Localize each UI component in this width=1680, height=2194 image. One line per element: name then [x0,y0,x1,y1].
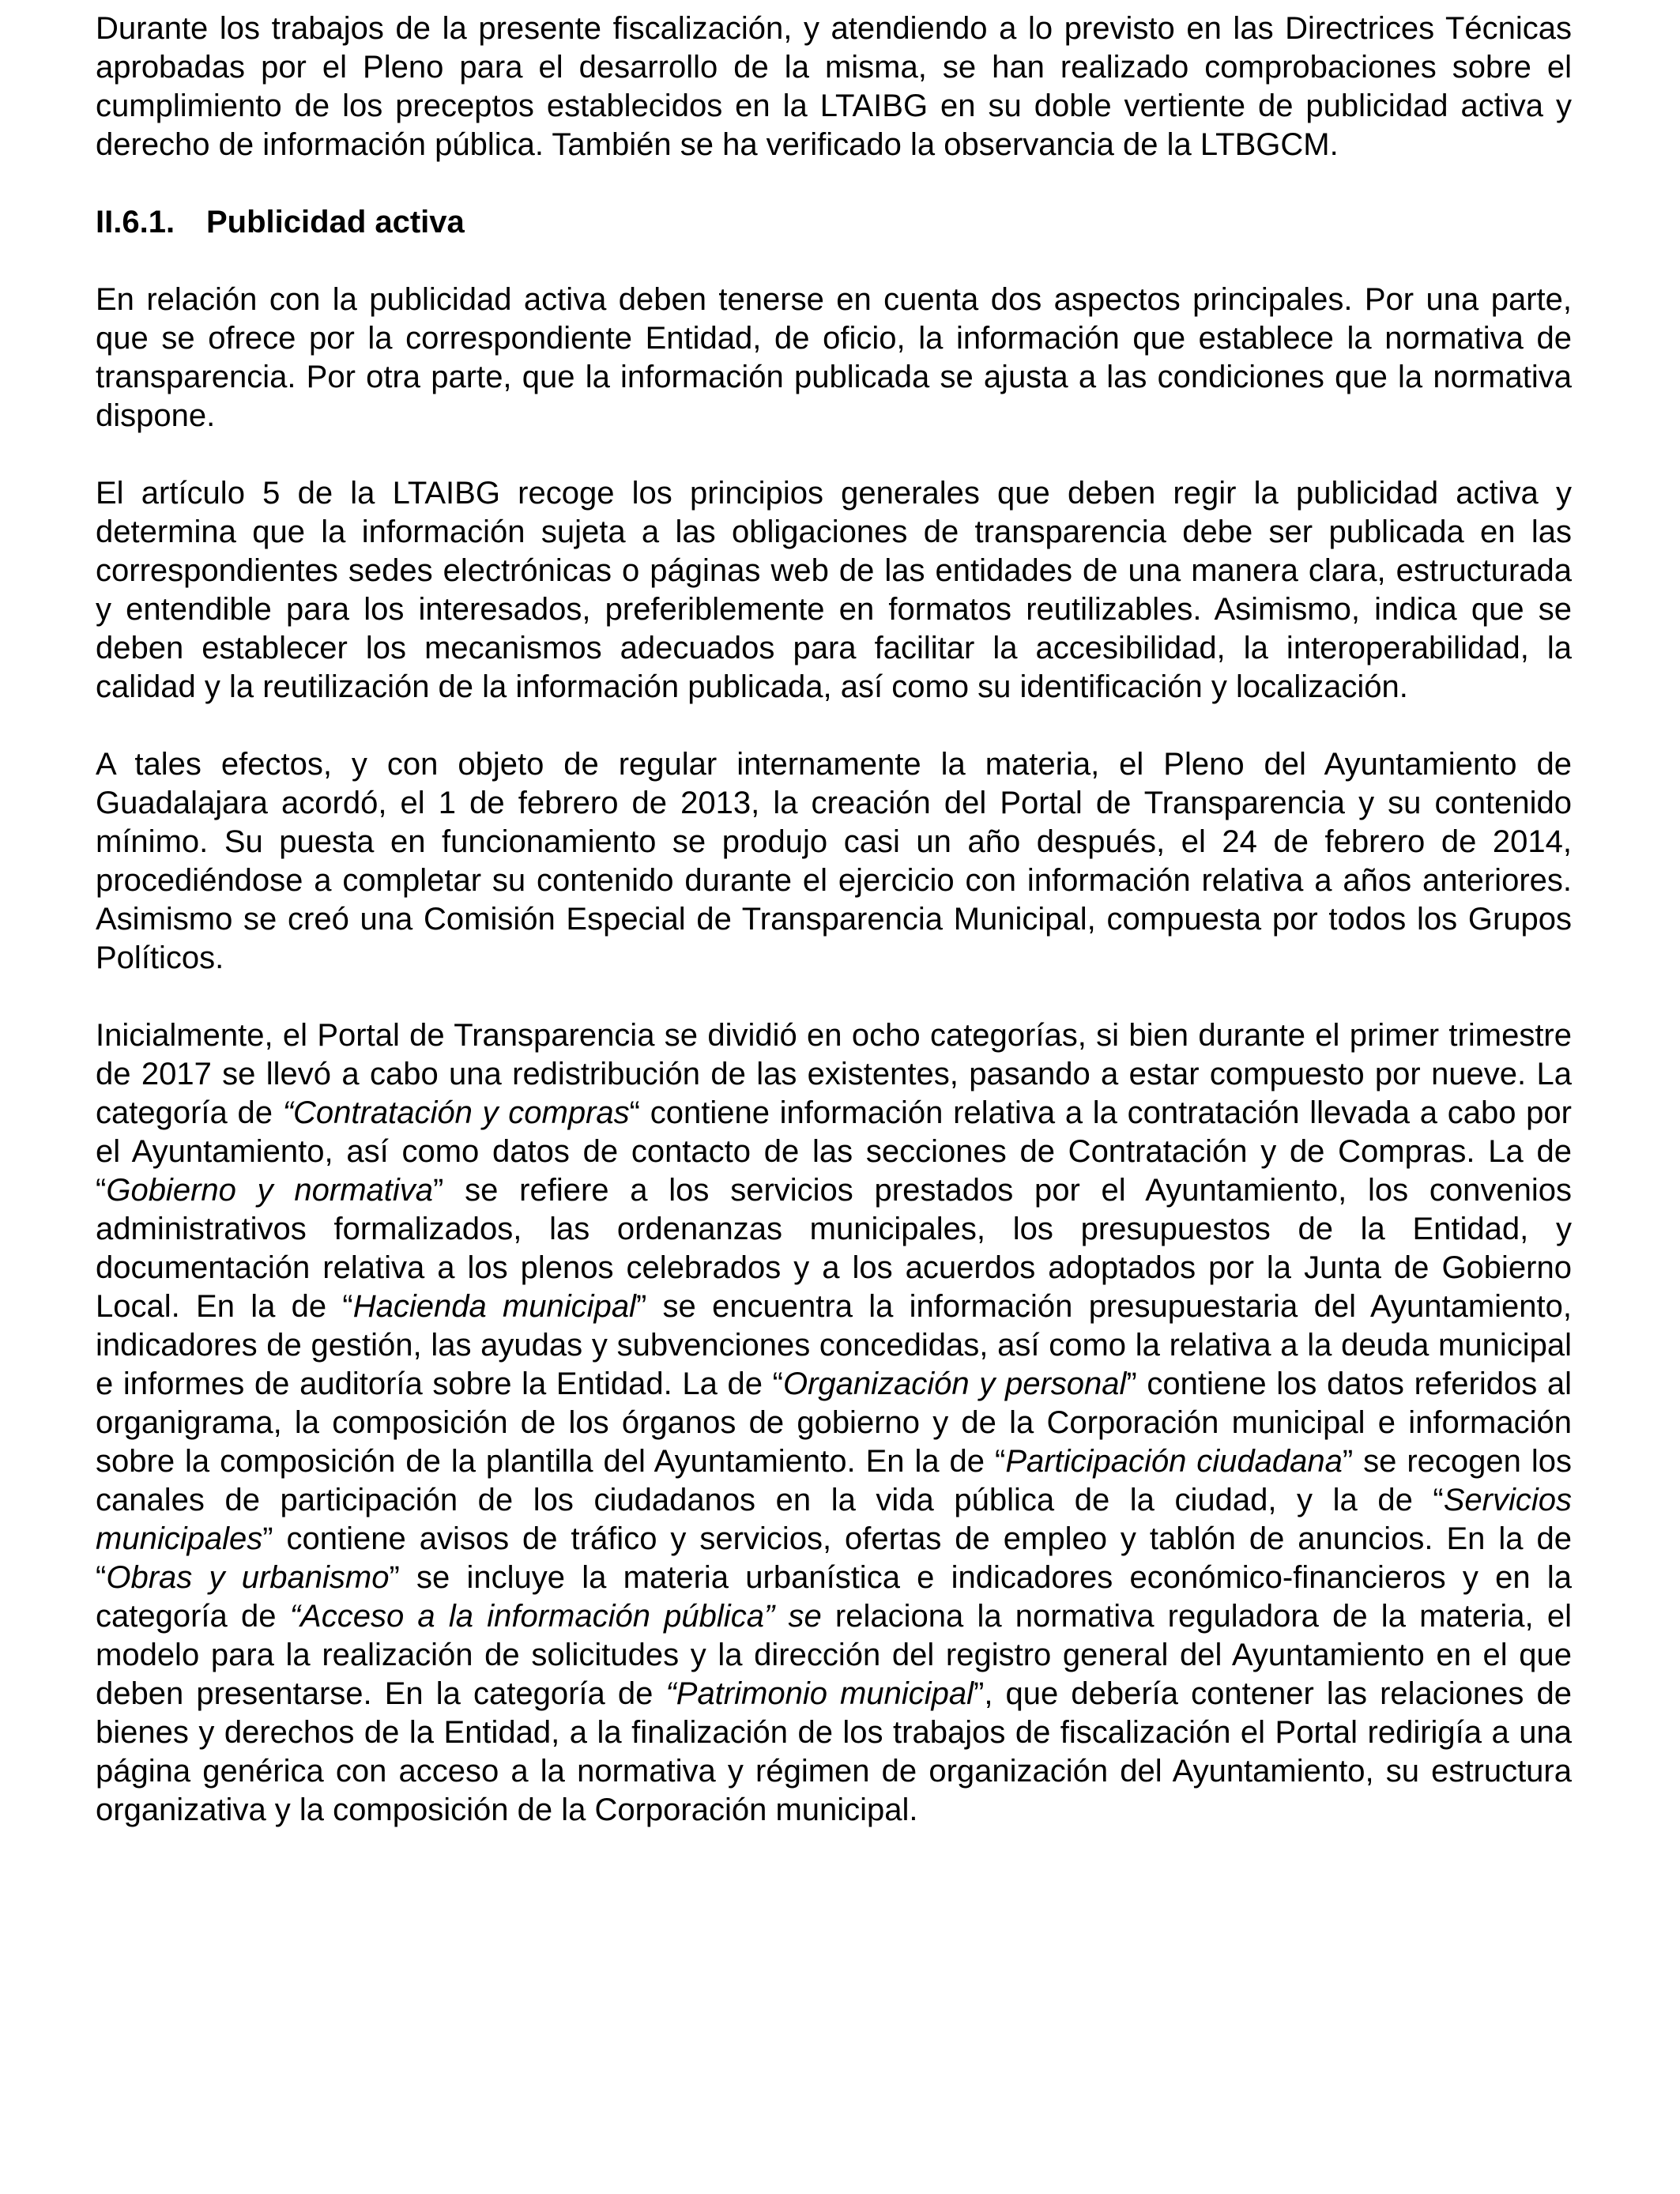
paragraph-articulo-5: El artículo 5 de la LTAIBG recoge los principios generales que deben regir la publicidad activa y determina que la información sujeta a las obligaciones de transparencia debe ser publicada en las correspondientes sedes electrónicas o páginas web de las entidades de una manera clara, estructurada y entendible para los interesados, preferiblemente en formatos reutilizables. Asimismo, indica que se deben establecer los mecanismos adecuados para facilitar la accesibilidad, la interoperabilidad, la calidad y la reutilización de la información publicada, así como su identificación y localización. [96,476,1572,704]
category-name: “Acceso a la información pública” se [289,1599,822,1634]
text-run: ” se encuentra la información presupuestaria del Ayuntamiento, indicadores de gestión, las ayudas y subvenciones concedidas, así como la relativa a la deuda municipal e informes de auditoría sobre la Entidad. La de “ [96,1289,1572,1401]
category-name: “Patrimonio municipal [665,1676,974,1711]
text-run: ” contiene avisos de tráfico y servicios, ofertas de empleo y tablón de anuncios. En la de “ [96,1521,1572,1595]
paragraph-categorias-portal [96,1016,1572,1830]
category-name: Gobierno y normativa [106,1173,434,1208]
section-title: Publicidad activa [206,205,465,239]
paragraph-publicidad-aspectos: En relación con la publicidad activa deben tenerse en cuenta dos aspectos principales. Por una parte, que se ofrece por la correspondiente Entidad, de oficio, la información que establece la normativa de transparencia. Por otra parte, que la información publicada se ajusta a las condiciones que la normativa dispone. [96,282,1572,433]
text-run: ” contiene los datos referidos al organigrama, la composición de los órganos de gobierno y de la Corporación municipal e información sobre la composición de la plantilla del Ayuntamiento. En la de “ [96,1367,1573,1479]
text-run: ” se incluye la materia urbanística e indicadores económico-financieros y en la categoría de [96,1560,1572,1634]
section-number: II.6.1. [96,205,175,239]
intro-paragraph: Durante los trabajos de la presente fiscalización, y atendiendo a lo previsto en las Directrices Técnicas aprobadas por el Pleno para el desarrollo de la misma, se han realizado comprobaciones sobre el cumplimiento de los preceptos establecidos en la LTAIBG en su doble vertiente de publicidad activa y derecho de información pública. También se ha verificado la observancia de la LTBGCM. [96,11,1572,162]
text-run: “ contiene información relativa a la contratación llevada a cabo por el Ayuntamiento, así como datos de contacto de las secciones de Contratación y de Compras. La de “ [96,1095,1572,1208]
paragraph-portal-creacion: A tales efectos, y con objeto de regular internamente la materia, el Pleno del Ayuntamiento de Guadalajara acordó, el 1 de febrero de 2013, la creación del Portal de Transparencia y su contenido mínimo. Su puesta en funcionamiento se produjo casi un año después, el 24 de febrero de 2014, procediéndose a completar su contenido durante el ejercicio con información relativa a años anteriores. Asimismo se creó una Comisión Especial de Transparencia Municipal, compuesta por todos los Grupos Políticos. [96,747,1572,975]
document-page [96,9,1572,1868]
category-name: Hacienda municipal [352,1289,636,1324]
text-run: ” se recogen los canales de participación de los ciudadanos en la vida pública de la ciudad, y la de “ [96,1444,1573,1517]
section-heading [96,203,1572,242]
text-run: ”, que debería contener las relaciones de bienes y derechos de la Entidad, a la finalización de los trabajos de fiscalización el Portal redirigía a una página genérica con acceso a la normativa y régimen de organización del Ayuntamiento, su estructura organizativa y la composición de la Corporación municipal. [96,1676,1572,1827]
category-name: Organización y personal [782,1367,1127,1401]
category-name: Obras y urbanismo [106,1560,390,1595]
category-name: “Contratación y compras [282,1095,630,1130]
category-name: Participación ciudadana [1005,1444,1343,1479]
text-run: ” se refiere a los servicios prestados por el Ayuntamiento, los convenios administrativos formalizados, las ordenanzas municipales, los presupuestos de la Entidad, y documentación relativa a los plenos celebrados y a los acuerdos adoptados por la Junta de Gobierno Local. En la de “ [96,1173,1573,1324]
text-run: Inicialmente, el Portal de Transparencia se dividió en ocho categorías, si bien durante el primer trimestre de 2017 se llevó a cabo una redistribución de las existentes, pasando a estar compuesto por nueve. La categoría de [96,1018,1572,1130]
text-run: relaciona la normativa reguladora de la materia, el modelo para la realización de solicitudes y la dirección del registro general del Ayuntamiento en el que deben presentarse. En la categoría de [96,1599,1572,1711]
category-name: Servicios municipales [96,1483,1572,1556]
